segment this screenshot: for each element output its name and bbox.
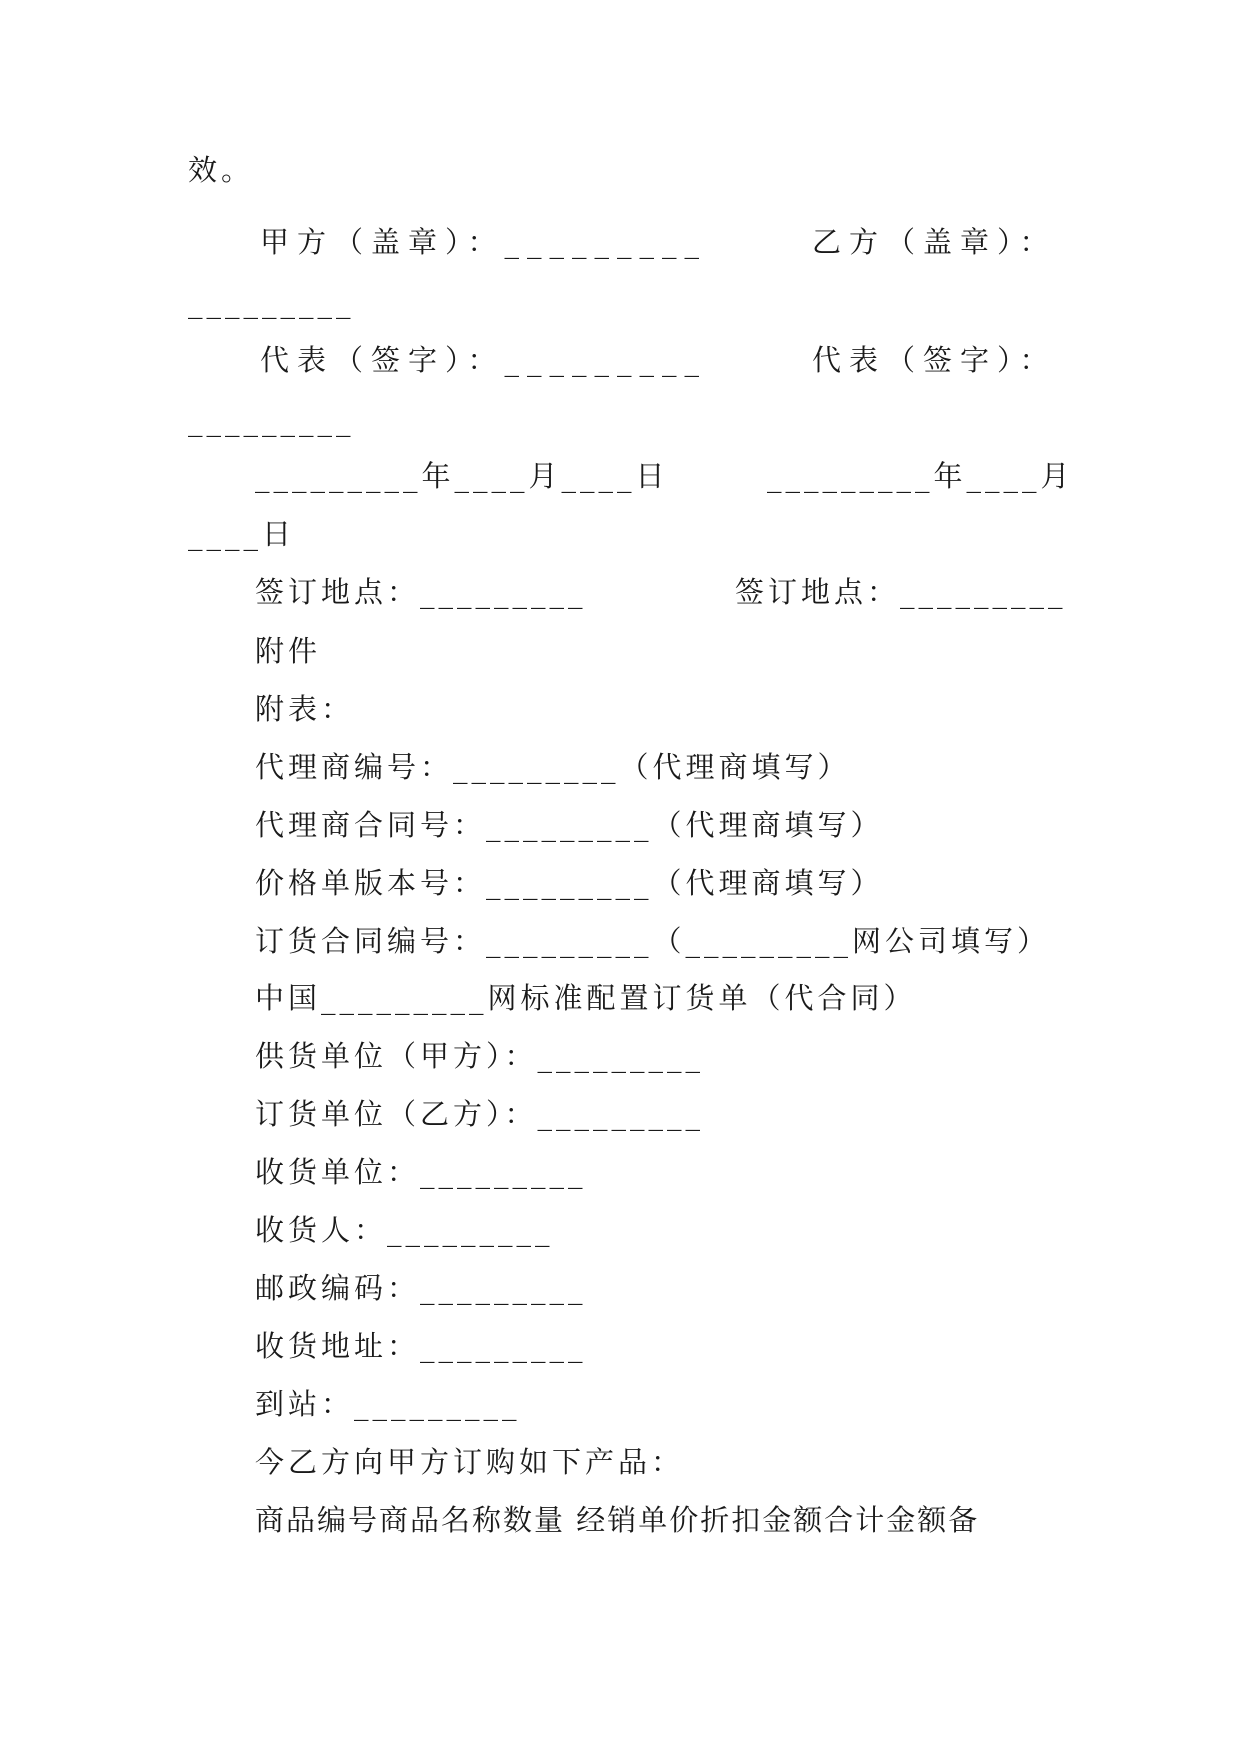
party-b-seal-blank: _________ — [188, 285, 355, 319]
agent-contract-number-line: 代理商合同号：_________（代理商填写） — [255, 808, 884, 842]
party-b-representative-blank: _________ — [188, 403, 355, 437]
receiving-unit-line: 收货单位：_________ — [255, 1155, 587, 1189]
arrival-station-line: 到站：_________ — [255, 1387, 521, 1421]
delivery-address-line: 收货地址：_________ — [255, 1329, 587, 1363]
order-form-title: 中国_________网标准配置订货单（代合同） — [255, 981, 917, 1015]
supplier-line: 供货单位（甲方）：_________ — [255, 1039, 705, 1073]
party-a-seal-line: 甲方（盖章）：_________ — [260, 225, 708, 259]
text-line-continuation: 效。 — [188, 153, 255, 187]
orderer-line: 订货单位（乙方）：_________ — [255, 1097, 705, 1131]
party-b-representative-line: 代表（签字）： — [812, 343, 1057, 377]
attached-table-heading: 附表： — [255, 692, 355, 726]
consignee-line: 收货人：_________ — [255, 1213, 554, 1247]
party-a-representative-line: 代表（签字）：_________ — [260, 343, 708, 377]
party-b-seal-line: 乙方（盖章）： — [812, 225, 1057, 259]
party-a-signing-place: 签订地点：_________ — [255, 575, 587, 609]
attachment-heading: 附件 — [255, 634, 322, 668]
product-table-header-line: 商品编号商品名称数量 经销单价折扣金额合计金额备 — [255, 1503, 980, 1537]
party-b-signing-place: 签订地点：_________ — [735, 575, 1067, 609]
agent-number-line: 代理商编号：_________（代理商填写） — [255, 750, 851, 784]
postal-code-line: 邮政编码：_________ — [255, 1271, 587, 1305]
price-list-version-line: 价格单版本号：_________（代理商填写） — [255, 866, 884, 900]
order-contract-number-line: 订货合同编号：_________（_________网公司填写） — [255, 924, 1051, 958]
order-intro-line: 今乙方向甲方订购如下产品： — [255, 1445, 685, 1479]
party-b-date-day: ____日 — [188, 517, 296, 551]
party-a-date-line: _________年____月____日 — [255, 459, 669, 493]
party-b-date-line: _________年____月 — [767, 459, 1074, 493]
